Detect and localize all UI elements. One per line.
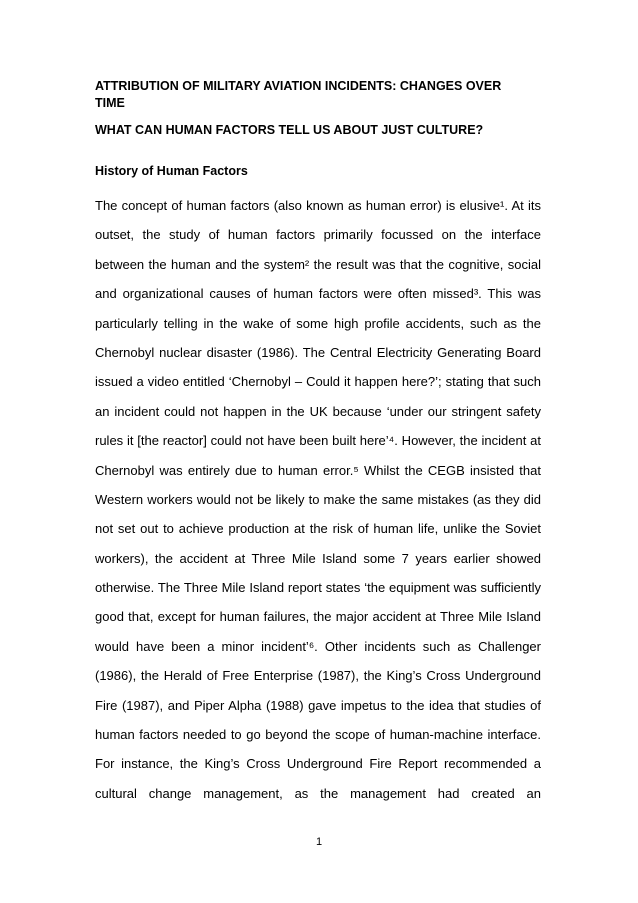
- body-line: human factors needed to go beyond the scope of human-machine interface.: [95, 727, 541, 743]
- body-paragraph: [95, 191, 541, 808]
- body-line: an incident could not happen in the UK because ‘under our stringent safety: [95, 403, 541, 419]
- body-line: workers), the accident at Three Mile Island some 7 years earlier showed: [95, 550, 541, 566]
- section-heading: History of Human Factors: [95, 164, 248, 178]
- document-title-line-2: TIME: [95, 96, 125, 110]
- body-line: otherwise. The Three Mile Island report states ‘the equipment was sufficiently: [95, 580, 541, 596]
- body-line: particularly telling in the wake of some high profile accidents, such as the: [95, 315, 541, 331]
- body-line: issued a video entitled ‘Chernobyl – Could it happen here?’; stating that such: [95, 374, 541, 390]
- document-title: [95, 78, 545, 112]
- body-line: For instance, the King’s Cross Underground Fire Report recommended a: [95, 756, 541, 772]
- body-line: outset, the study of human factors primarily focussed on the interface: [95, 227, 541, 243]
- page-number: 1: [315, 836, 323, 848]
- body-line: and organizational causes of human factors were often missed³. This was: [95, 286, 541, 302]
- document-subtitle: WHAT CAN HUMAN FACTORS TELL US ABOUT JUST CULTURE?: [95, 123, 484, 137]
- body-line: rules it [the reactor] could not have been built here’⁴. However, the incident at: [95, 433, 541, 449]
- body-line: (1986), the Herald of Free Enterprise (1987), the King’s Cross Underground: [95, 668, 541, 684]
- body-line: Fire (1987), and Piper Alpha (1988) gave impetus to the idea that studies of: [95, 697, 541, 713]
- body-line: The concept of human factors (also known as human error) is elusive¹. At its: [95, 198, 541, 213]
- body-line: cultural change management, as the management had created an: [95, 785, 541, 801]
- body-line: Chernobyl nuclear disaster (1986). The Central Electricity Generating Board: [95, 344, 541, 360]
- body-line: not set out to achieve production at the risk of human life, unlike the Soviet: [95, 521, 541, 537]
- body-line: would have been a minor incident’⁶. Other incidents such as Challenger: [95, 638, 541, 654]
- body-line: between the human and the system² the result was that the cognitive, social: [95, 256, 541, 272]
- body-line: good that, except for human failures, the major accident at Three Mile Island: [95, 609, 541, 625]
- body-line: Western workers would not be likely to make the same mistakes (as they did: [95, 491, 541, 507]
- document-title-line-1: ATTRIBUTION OF MILITARY AVIATION INCIDENTS: CHANGES OVER: [95, 79, 502, 93]
- body-line: Chernobyl was entirely due to human error.⁵ Whilst the CEGB insisted that: [95, 462, 541, 478]
